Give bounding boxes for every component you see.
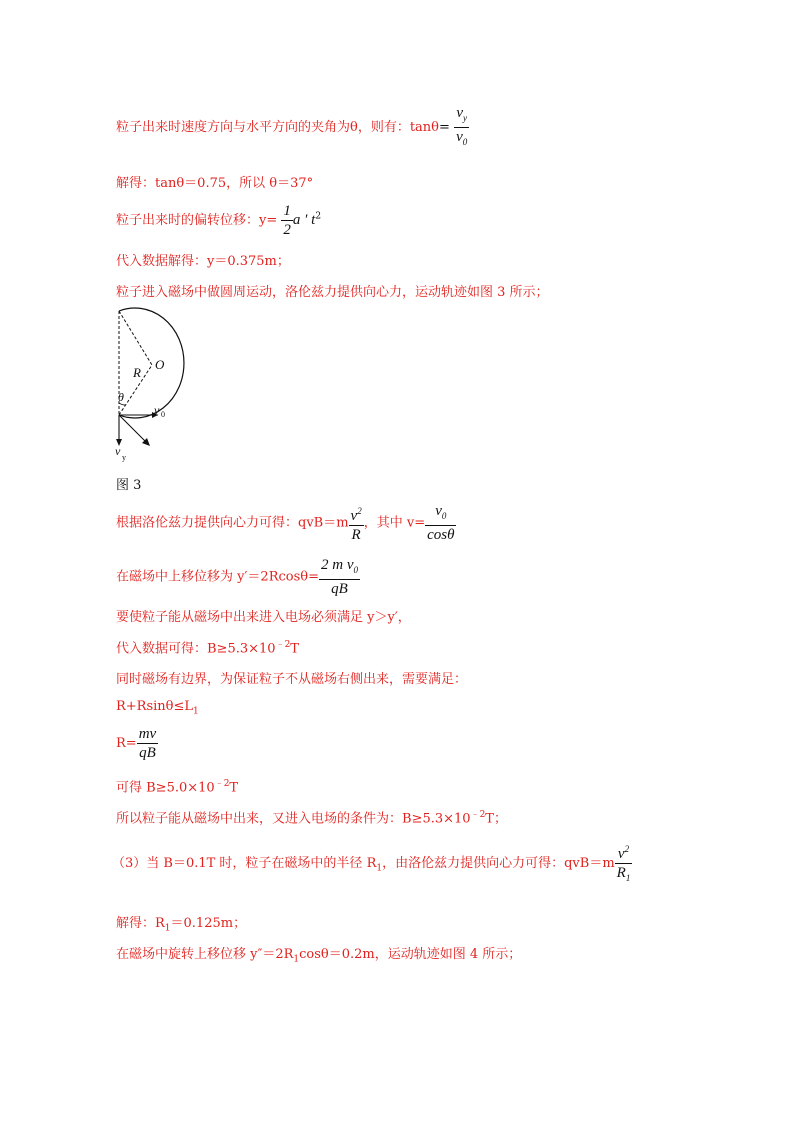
denominator: qB (331, 581, 348, 597)
line-lorentz-force (116, 502, 456, 544)
text: （3）当 B＝0.1T 时，粒子在磁场中的半径 R (112, 856, 377, 871)
line-inequality (116, 699, 199, 717)
sub: 1 (193, 706, 199, 717)
num-sub: 0 (353, 565, 358, 575)
line-angle-definition (116, 104, 469, 151)
fraction-2mv0-qB (319, 556, 360, 598)
numerator (349, 502, 364, 526)
sup: ﹣2 (214, 779, 230, 789)
line-y-value: 代入数据解得：y＝0.375m； (116, 254, 290, 269)
text: 在磁场中上移位移为 y′＝2Rcosθ= (116, 569, 319, 585)
num: 2 m v (321, 557, 354, 573)
line-b-bound (116, 776, 238, 795)
den: R (616, 865, 626, 881)
den-sub: 1 (625, 873, 631, 883)
text: 粒子出来时的偏转位移：y= (116, 213, 278, 228)
sub: 1 (376, 863, 383, 874)
fraction-half (281, 202, 293, 239)
line-deflection (116, 202, 321, 239)
line-conclusion (116, 807, 507, 826)
radius-top-dashed (119, 311, 152, 365)
den: v (456, 129, 463, 145)
mid: ，其中 v= (363, 515, 426, 531)
text: 根据洛伦兹力提供向心力可得：qvB＝m (116, 515, 349, 531)
label-vy: v (115, 444, 121, 458)
label-vy-sub: y (122, 453, 126, 462)
num: v (456, 105, 463, 121)
tail: T； (485, 811, 507, 827)
fraction-v0-cos (425, 502, 456, 544)
label-theta: θ (118, 390, 124, 404)
numerator (319, 556, 360, 580)
num: v (435, 503, 442, 519)
num-sup: 2 (624, 844, 630, 854)
numerator (425, 502, 456, 526)
tail: T (229, 780, 239, 796)
num: v (617, 846, 625, 862)
num: v (350, 508, 358, 524)
tail: T (290, 641, 299, 657)
label-R: R (133, 365, 141, 380)
fraction-v2-R (349, 502, 364, 544)
text: 代入数据可得：B≥5.3×10 (116, 641, 276, 657)
trajectory-figure (112, 305, 222, 465)
tail: cosθ＝0.2m，运动轨迹如图 4 所示； (299, 947, 522, 962)
line-part3 (112, 840, 632, 887)
line-condition: 要使粒子能从磁场中出来进入电场必须满足 y＞y′， (116, 610, 411, 625)
numerator: mv (138, 726, 157, 742)
line-solve-theta: 解得：tanθ＝0.75，所以 θ＝37° (116, 176, 314, 191)
sup: ﹣2 (275, 640, 291, 650)
line-radius-formula (116, 725, 158, 762)
sub: 1 (164, 923, 171, 934)
text: 所以粒子能从磁场中出来，又进入电场的条件为：B≥5.3×10 (116, 811, 471, 827)
text: 解得：R (116, 916, 165, 931)
mid: ，由洛伦兹力提供向心力可得：qvB＝m (382, 856, 615, 871)
num-sub: 0 (441, 511, 447, 521)
sup: 2 (315, 211, 322, 222)
line-r1-value (116, 912, 246, 934)
label-O: O (155, 357, 165, 372)
text: R= (116, 736, 137, 751)
label-v0: v (154, 403, 160, 417)
text: 在磁场中旋转上移位移 y″＝2R (116, 947, 294, 962)
sup: ﹣2 (470, 810, 486, 820)
numerator (454, 104, 469, 128)
denominator: R (351, 527, 361, 543)
text: 可得 B≥5.0×10 (116, 780, 215, 796)
sub: 1 (293, 954, 300, 965)
den-sub: 0 (462, 137, 468, 147)
numerator (615, 840, 633, 864)
denominator (615, 864, 633, 887)
eq: = (439, 120, 450, 135)
text: 粒子出来时速度方向与水平方向的夹角为θ，则有：tanθ (116, 120, 440, 135)
fraction-v2-R1 (615, 840, 633, 887)
line-circular-motion: 粒子进入磁场中做圆周运动，洛伦兹力提供向心力，运动轨迹如图 3 所示； (116, 285, 549, 300)
num-sup: 2 (357, 506, 362, 516)
text: R+Rsinθ≤L (116, 699, 194, 714)
line-b-min (116, 637, 299, 656)
numerator: 1 (283, 203, 291, 219)
rest: a ′ t (292, 212, 316, 228)
denominator: 2 (283, 222, 291, 238)
fraction-vy-v0 (454, 104, 469, 151)
line-rotation-displacement (116, 943, 521, 965)
tail: ＝0.125m； (170, 916, 247, 931)
figure-caption: 图 3 (116, 478, 142, 493)
label-v0-sub: 0 (161, 410, 165, 419)
v-arrow (119, 415, 148, 444)
num-sub: y (462, 113, 467, 123)
line-upward-displacement (116, 556, 360, 598)
fraction-mv-qB (137, 725, 159, 762)
circular-arc (119, 308, 184, 418)
denominator (454, 128, 469, 151)
denominator: cosθ (427, 527, 455, 543)
denominator: qB (139, 745, 156, 761)
line-boundary: 同时磁场有边界，为保证粒子不从磁场右侧出来，需要满足： (116, 672, 468, 687)
